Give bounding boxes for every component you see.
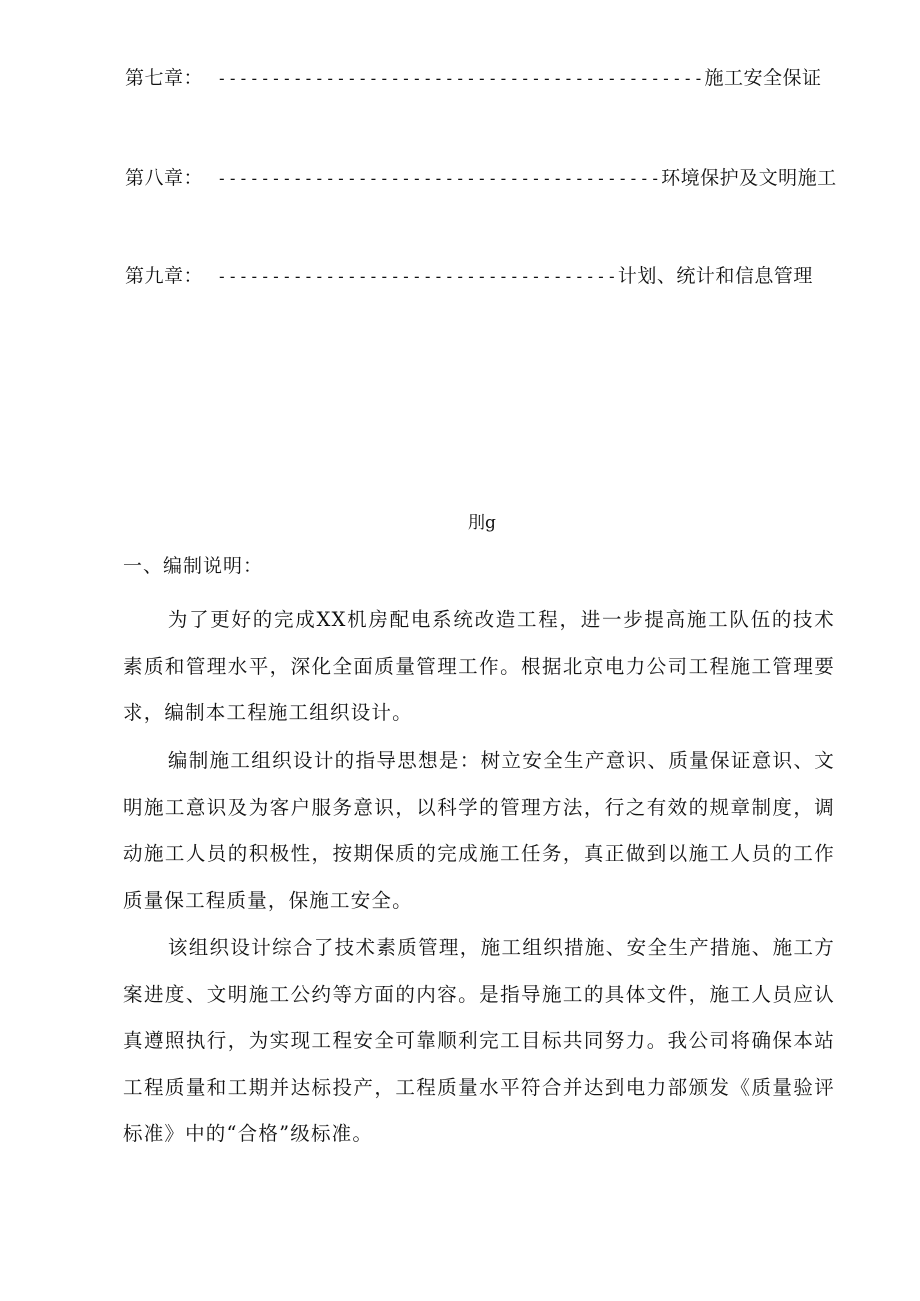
toc-entry-title: 施工安全保证 bbox=[704, 67, 822, 89]
toc-dot-leader: ----------------------------------------- bbox=[217, 169, 662, 188]
toc-chapter-label: 第七章： bbox=[125, 67, 204, 89]
body-paragraph: 该组织设计综合了技术素质管理，施工组织措施、安全生产措施、施工方案进度、文明施工公约等方面的内容。是指导施工的具体文件，施工人员应认真遵照执行，为实现工程安全可靠顺利完工目标共同努力。我公司将确保本站工程质量和工期并达标投产，工程质量水平符合并达到电力部颁发《质量验评标准》中的“合格”级标准。 bbox=[123, 936, 835, 1145]
section-heading: 一、编制说明： bbox=[123, 555, 264, 577]
toc-entry-title: 环境保护及文明施工 bbox=[661, 167, 837, 189]
page-title: 刖g bbox=[468, 513, 496, 533]
toc-chapter-label: 第九章： bbox=[125, 265, 204, 287]
body-paragraph: 为了更好的完成XX机房配电系统改造工程，进一步提高施工队伍的技术素质和管理水平，深化全面质量管理工作。根据北京电力公司工程施工管理要求，编制本工程施工组织设计。 bbox=[123, 608, 835, 724]
toc-entry-chapter-8 bbox=[125, 166, 837, 191]
toc-entry-chapter-9 bbox=[125, 264, 813, 289]
toc-chapter-label: 第八章： bbox=[125, 167, 204, 189]
toc-entry-title: 计划、统计和信息管理 bbox=[617, 265, 813, 287]
toc-entry-chapter-7 bbox=[125, 66, 822, 91]
toc-dot-leader: --------------------------------------------- bbox=[217, 69, 705, 88]
toc-dot-leader: ------------------------------------- bbox=[217, 267, 618, 286]
body-paragraph: 编制施工组织设计的指导思想是：树立安全生产意识、质量保证意识、文明施工意识及为客户服务意识，以科学的管理方法，行之有效的规章制度，调动施工人员的积极性，按期保质的完成施工任务，真正做到以施工人员的工作质量保工程质量，保施工安全。 bbox=[123, 749, 835, 912]
